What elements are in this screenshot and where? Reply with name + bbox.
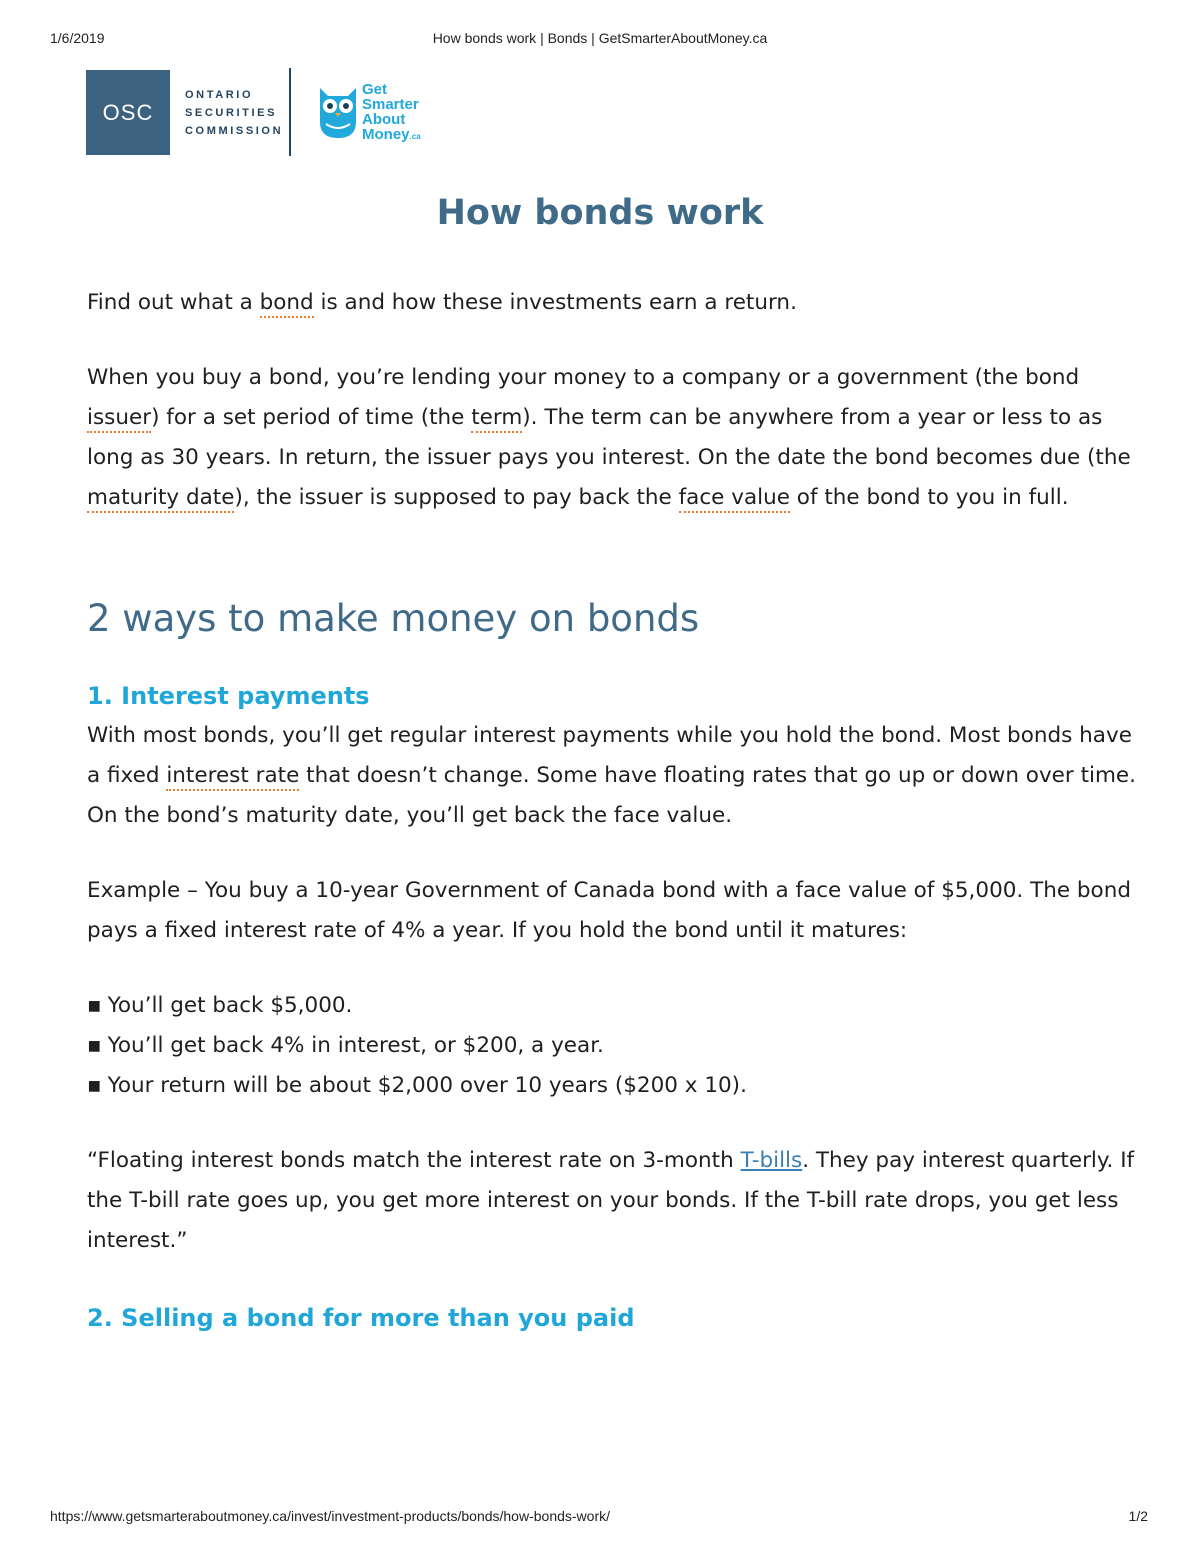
paragraph-text: When you buy a bond, you’re lending your money to a company or a government (the bond: [87, 365, 1080, 390]
gsam-wordmark-line: About: [362, 111, 406, 128]
gsam-wordmark-suffix: .ca: [409, 132, 421, 141]
paragraph-text: ), the issuer is supposed to pay back the: [234, 485, 679, 510]
glossary-term-maturity-date[interactable]: maturity date: [87, 485, 234, 513]
osc-logo[interactable]: [86, 70, 170, 155]
article-body: [87, 283, 1147, 1338]
glossary-term-face-value[interactable]: face value: [679, 485, 790, 513]
paragraph-text: that doesn’t change. Some have floating rates that go up or down over time. On the bond’s maturity date, you’ll get back the face value.: [87, 763, 1136, 828]
glossary-term-issuer[interactable]: issuer: [87, 405, 151, 433]
subheading-selling-bond: 2. Selling a bond for more than you paid: [87, 1304, 635, 1332]
subheading-interest-payments: 1. Interest payments: [87, 682, 370, 710]
osc-logo-abbr: OSC: [102, 99, 154, 125]
page-title: How bonds work: [436, 193, 764, 233]
osc-wordmark: [185, 86, 283, 140]
list-item-text: Your return will be about $2,000 over 10 years ($200 x 10).: [107, 1073, 747, 1098]
bullet-icon: ▪: [87, 1073, 102, 1098]
paragraph-text: ) for a set period of time (the: [151, 405, 472, 430]
example-bullet-list: [87, 986, 1147, 1106]
quote-text: . They pay interest quarterly. If the T-bill rate goes up, you get more interest on your bonds. If the T-bill rate drops, you get less interest.”: [87, 1148, 1135, 1253]
paragraph-text: of the bond to you in full.: [789, 485, 1069, 510]
logo-divider: [289, 68, 291, 156]
example-paragraph: Example – You buy a 10-year Government of Canada bond with a face value of $5,000. The bond pays a fixed interest rate of 4% a year. If you hold the bond until it matures:: [87, 878, 1131, 943]
section-heading: 2 ways to make money on bonds: [87, 597, 700, 640]
t-bills-link[interactable]: T-bills: [740, 1148, 803, 1173]
list-item-text: You’ll get back $5,000.: [107, 993, 353, 1018]
print-date: 1/6/2019: [50, 30, 105, 46]
intro-text: is and how these investments earn a return.: [313, 290, 797, 315]
osc-wordmark-line: ONTARIO: [185, 89, 254, 101]
bond-explanation-paragraph: [87, 358, 1147, 518]
list-item: [87, 1026, 1147, 1066]
gsam-wordmark-line: [362, 127, 421, 144]
list-item-text: You’ll get back 4% in interest, or $200, a year.: [107, 1033, 604, 1058]
gsam-wordmark[interactable]: [362, 82, 421, 144]
gsam-wordmark-line: Get: [362, 81, 388, 98]
list-item: [87, 986, 1147, 1026]
list-item: [87, 1066, 1147, 1106]
bullet-icon: ▪: [87, 993, 102, 1018]
print-page-number: 1/2: [1128, 1508, 1148, 1524]
bullet-icon: ▪: [87, 1033, 102, 1058]
glossary-term-term[interactable]: term: [471, 405, 522, 433]
gsam-wordmark-line: Smarter: [362, 96, 419, 113]
paragraph-text: ). The term can be anywhere from a year or less to as long as 30 years. In return, the issuer pays you interest. On the date the bond becomes due (the: [87, 405, 1131, 470]
osc-wordmark-line: SECURITIES: [185, 107, 278, 119]
interest-payments-paragraph: [87, 716, 1147, 836]
intro-text: Find out what a: [87, 290, 260, 315]
print-page-title: How bonds work | Bonds | GetSmarterAboutMoney.ca: [432, 30, 768, 46]
quote-text: “Floating interest bonds match the interest rate on 3-month: [87, 1148, 741, 1173]
glossary-term-interest-rate[interactable]: interest rate: [166, 763, 299, 791]
glossary-term-bond[interactable]: bond: [260, 290, 314, 318]
osc-wordmark-line: COMMISSION: [185, 125, 284, 137]
paragraph-text: With most bonds, you’ll get regular interest payments while you hold the bond. Most bonds have a fixed: [87, 723, 1132, 788]
print-url: https://www.getsmarteraboutmoney.ca/invest/investment-products/bonds/how-bonds-work/: [50, 1508, 610, 1524]
owl-logo-icon[interactable]: [316, 82, 360, 140]
floating-bonds-quote: [87, 1141, 1147, 1261]
gsam-wordmark-money: Money: [362, 126, 410, 143]
intro-paragraph: [87, 283, 1147, 323]
